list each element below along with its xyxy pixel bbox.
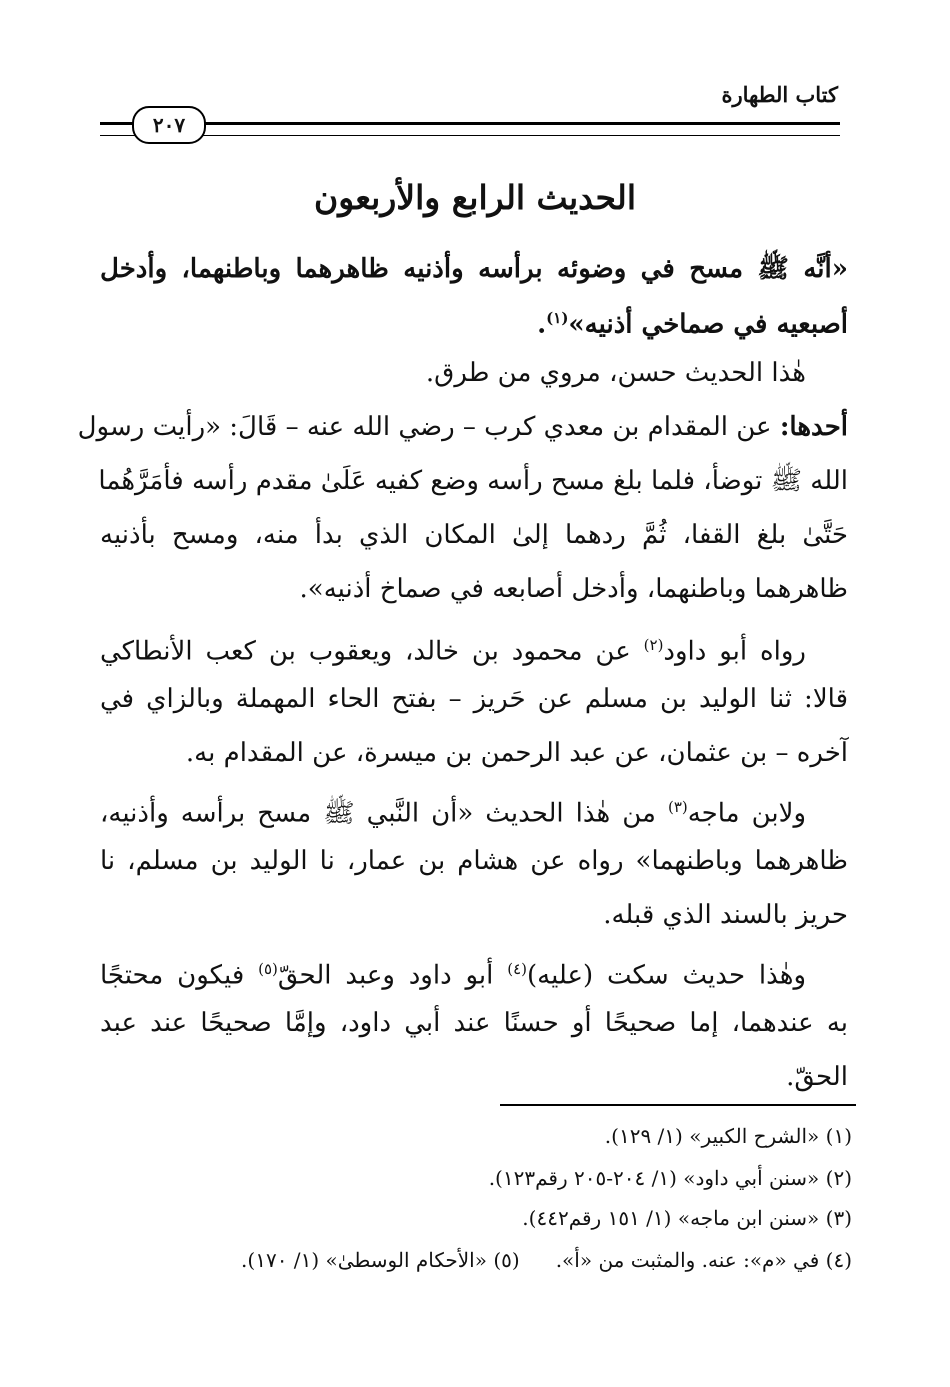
- paragraph-3-line-3: حريز بالسند الذي قبله.: [603, 900, 848, 930]
- header-rule: [100, 122, 840, 136]
- paragraph-1-lead: أحدها:: [779, 412, 848, 442]
- paragraph-3-text-a: ولابن ماجه: [687, 798, 807, 829]
- paragraph-4-line-2: به عندهما، إما صحيحًا أو حسنًا عند أبي داود، وإمَّا صحيحًا عند عبد: [100, 1008, 848, 1038]
- paragraph-4-line-3: الحقّ.: [786, 1062, 848, 1092]
- footnote-ref-2: (٢): [643, 636, 664, 654]
- paragraph-2-line-3: آخره – بن عثمان، عن عبد الرحمن بن ميسرة، عن المقدام به.: [185, 738, 848, 768]
- paragraph-2-text-b: عن محمود بن خالد، ويعقوب بن كعب الأنطاكي: [100, 636, 644, 667]
- paragraph-2-text-a: رواه أبو داود: [663, 636, 806, 667]
- paragraph-4-text-b: أبو داود وعبد الحقّ: [277, 960, 508, 991]
- footnote-3: (٣) «سنن ابن ماجه» (١/ ١٥١ رقم٤٤٢).: [522, 1206, 852, 1230]
- footnote-2: (٢) «سنن أبي داود» (١/ ٢٠٤-٢٠٥ رقم١٢٣).: [488, 1166, 852, 1190]
- footnote-4-5: [241, 1242, 852, 1278]
- running-header-title: كتاب الطهارة: [721, 82, 838, 107]
- matn-text: أصبعيه في صماخي أذنيه»: [568, 309, 848, 340]
- footnote-1: (١) «الشرح الكبير» (١/ ١٢٩).: [604, 1124, 852, 1148]
- footnote-ref-3: (٣): [667, 798, 688, 816]
- paragraph-1-line-3: حَتَّىٰ بلغ القفا، ثُمَّ ردهما إلىٰ المكان الذي بدأ منه، ومسح بأذنيه: [100, 520, 848, 550]
- footnote-4: (٤) في «م»: عنه. والمثبت من «أ».: [555, 1248, 852, 1272]
- footnote-ref-4: (٤): [507, 960, 527, 978]
- hadith-title: الحديث الرابع والأربعون: [313, 178, 636, 217]
- paragraph-4-line-1: [100, 946, 806, 992]
- paragraph-2-line-1: [100, 622, 806, 668]
- matn-line-2: [100, 295, 848, 341]
- page-number: ٢٠٧: [132, 106, 206, 144]
- footnote-ref-1: (١): [546, 309, 569, 327]
- paragraph-3-line-2: ظاهرهما وباطنهما» رواه عن هشام بن عمار، نا الوليد بن مسلم، نا: [100, 846, 848, 876]
- footnote-ref-5: (٥): [258, 960, 278, 978]
- paragraph-3-text-b: من هٰذا الحديث «أن النَّبي ﷺ مسح برأسه وأذنيه،: [100, 798, 668, 829]
- paragraph-3-line-1: [100, 784, 806, 830]
- footnote-separator: [500, 1104, 856, 1106]
- footnote-5: (٥) «الأحكام الوسطىٰ» (١/ ١٧٠).: [241, 1248, 520, 1272]
- matn-line-1: «أنَّه ﷺ مسح في وضوئه برأسه وأذنيه ظاهرهما وباطنهما، وأدخل: [100, 254, 848, 284]
- matn-end: .: [537, 309, 547, 340]
- paragraph-1-line-1: [77, 404, 848, 450]
- paragraph-1-line-4: ظاهرهما وباطنهما، وأدخل أصابعه في صماخ أذنيه».: [299, 574, 848, 604]
- grade-line: هٰذا الحديث حسن، مروي من طرق.: [425, 358, 806, 388]
- paragraph-1-line-2: الله ﷺ توضأ، فلما بلغ مسح رأسه وضع كفيه عَلَىٰ مقدم رأسه فأمَرَّهُما: [98, 466, 848, 496]
- paragraph-4-text-a: وهٰذا حديث سكت (عليه): [527, 960, 806, 991]
- paragraph-1-text: عن المقدام بن معدي كرب – رضي الله عنه – قَالَ: «رأيت رسول: [77, 412, 780, 442]
- paragraph-4-text-c: فيكون محتجًا: [100, 960, 259, 991]
- paragraph-2-line-2: قالا: ثنا الوليد بن مسلم عن حَريز – بفتح الحاء المهملة وبالزاي في: [100, 684, 848, 714]
